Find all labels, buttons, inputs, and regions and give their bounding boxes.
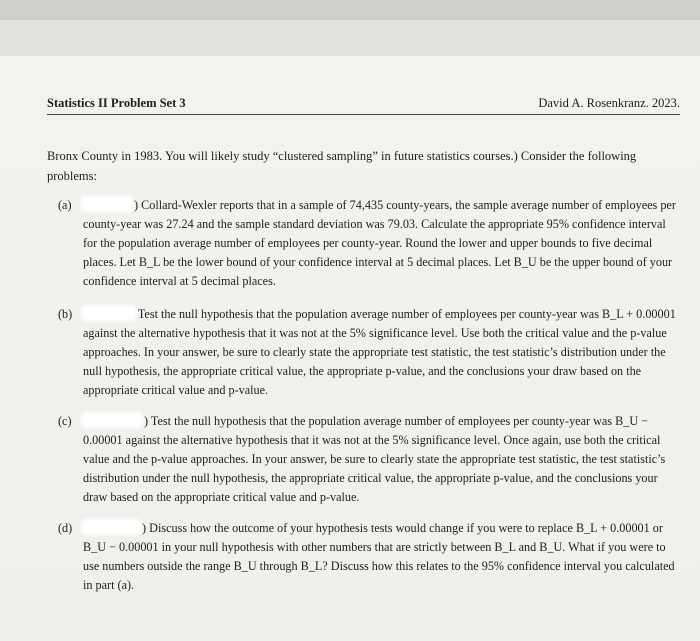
problem-text: ) Discuss how the outcome of your hypothesis tests would change if you were to replace B_L + 0.00001 or B_U − 0.00001 in your null hypothesis with other numbers that are strictly between B_L and B_U. What if you were to use numbers outside the range B_U through B_L? Discuss how this relates to the 95% confidence interval you calculated in part (a). xyxy=(83,521,675,592)
problem-text: Test the null hypothesis that the population average number of employees per county-year was B_L + 0.00001 against the alternative hypothesis that it was not at the 5% significance level. Use both the critical value and the p-value approaches. In your answer, be sure to clearly state the appropriate test statistic, the test statistic’s distribution under the null hypothesis, the appropriate critical value, the appropriate p-value, and the conclusions your draw based on the appropriate critical value and p-value. xyxy=(83,307,676,397)
redacted-region xyxy=(83,521,139,533)
problem-text: ) Test the null hypothesis that the population average number of employees per county-year was B_U − 0.00001 against the alternative hypothesis that it was not at the 5% significance level. Once again, use both the critical value and the p-value approaches. In your answer, be sure to clearly state the appropriate test statistic, the test statistic’s distribution under the null hypothesis, the appropriate critical value, the appropriate p-value, and the conclusions your draw based on the appropriate critical value and p-value. xyxy=(83,414,666,504)
problem-label: (b) xyxy=(58,307,73,321)
problem-body xyxy=(83,412,678,507)
problem-body xyxy=(83,305,678,400)
author-year: David A. Rosenkranz. 2023. xyxy=(538,96,680,110)
problem-label: (c) xyxy=(58,414,72,428)
course-title: Statistics II Problem Set 3 xyxy=(47,96,186,110)
problem-d xyxy=(58,519,678,595)
problem-label: (d) xyxy=(58,521,73,535)
problem-a xyxy=(58,196,678,291)
problem-text: ) Collard-Wexler reports that in a sample of 74,435 county-years, the sample average number of employees per county-year was 27.24 and the sample standard deviation was 79.03. Calculate the appropriate 95% confidence interval for the population average number of employees per county-year. Round the lower and upper bounds to five decimal places. Let B_L be the lower bound of your confidence interval at 5 decimal places. Let B_U be the upper bound of your confidence interval at 5 decimal places. xyxy=(83,198,676,288)
problem-body xyxy=(83,519,678,595)
problem-body xyxy=(83,196,678,291)
problem-b xyxy=(58,305,678,400)
redacted-region xyxy=(83,307,135,319)
problem-label: (a) xyxy=(58,198,72,212)
intro-paragraph: Bronx County in 1983. You will likely study “clustered sampling” in future statistics courses.) Consider the following problems: xyxy=(47,149,637,183)
problem-c xyxy=(58,412,678,507)
page-header xyxy=(47,96,680,115)
redacted-region xyxy=(83,414,141,426)
redacted-region xyxy=(83,198,131,210)
